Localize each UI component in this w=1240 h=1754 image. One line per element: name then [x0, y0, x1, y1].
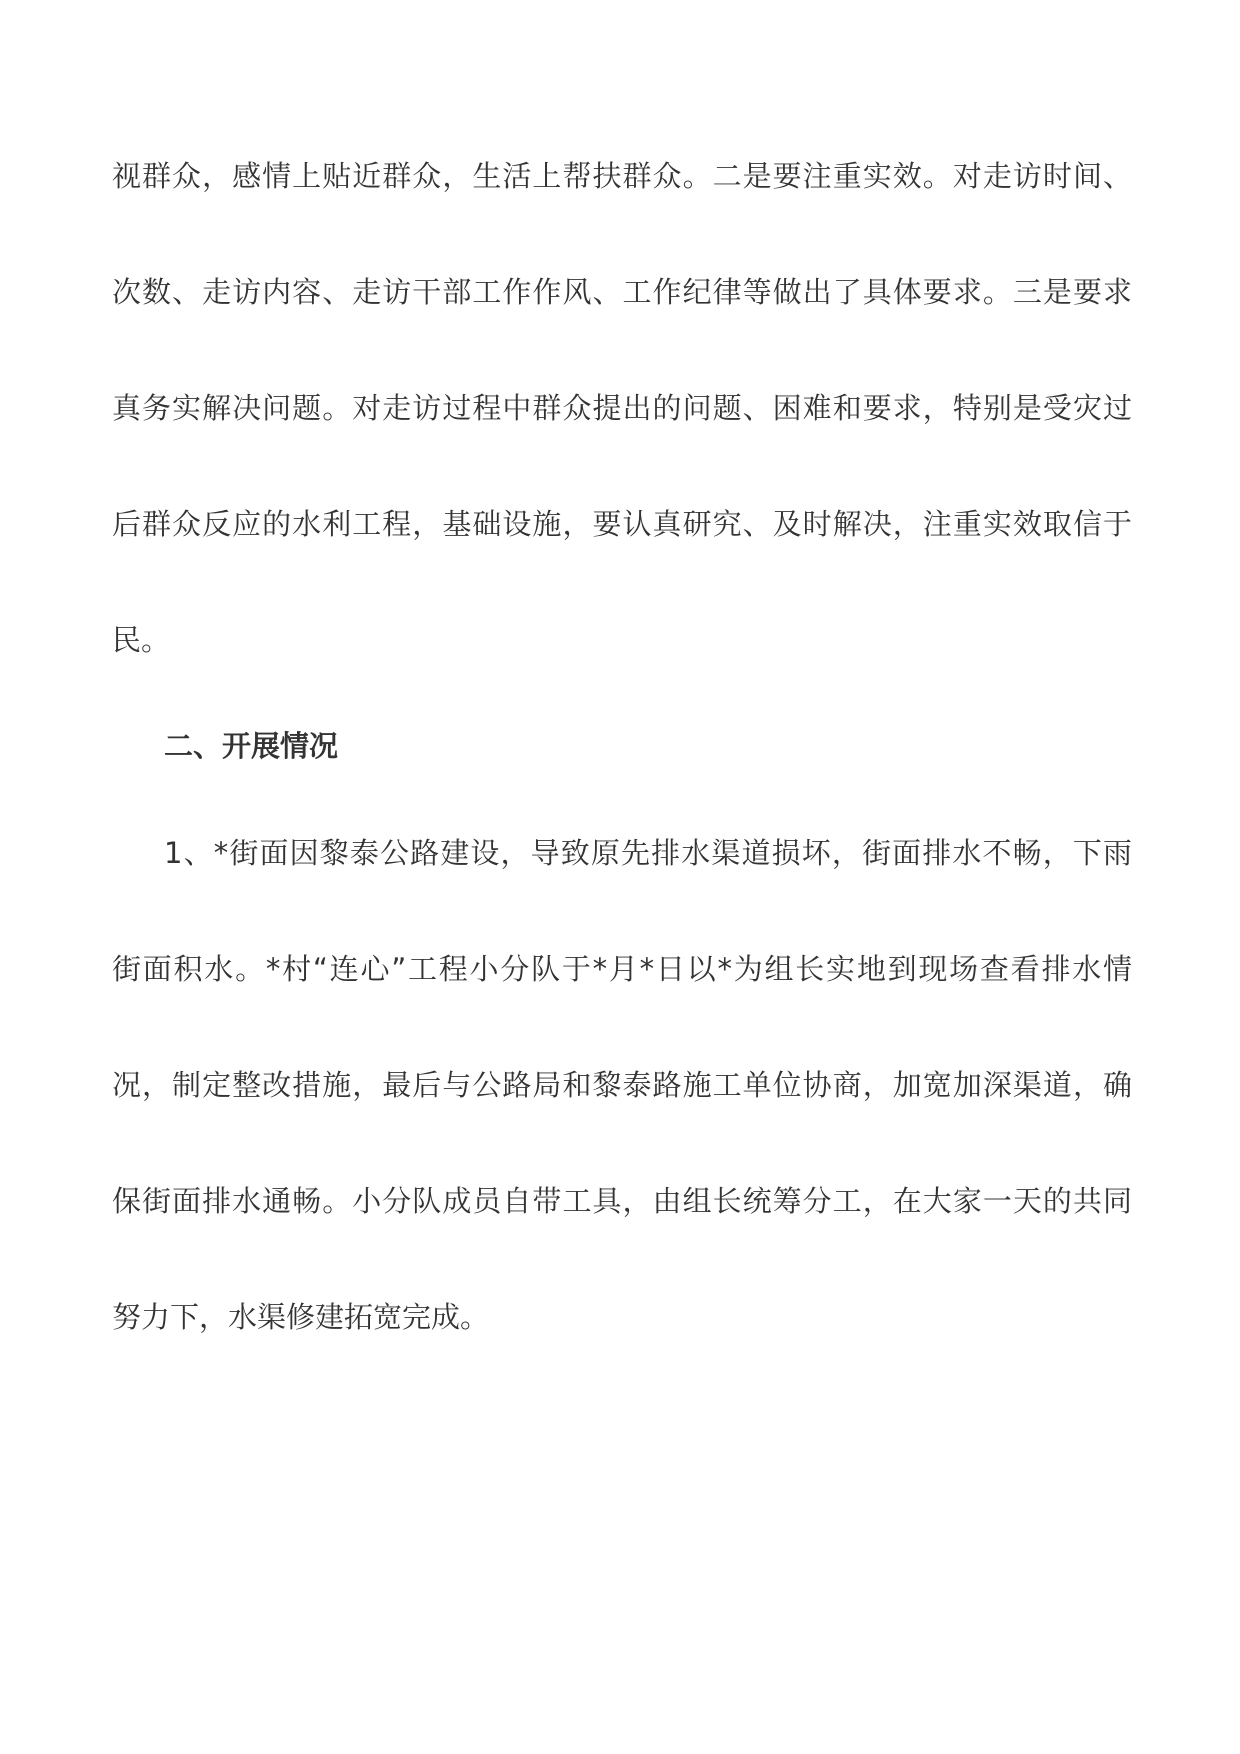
paragraph-2-line-2: 街面积水。*村“连心”工程小分队于*月*日以*为组长实地到现场查看排水情	[112, 952, 1132, 986]
paragraph-1-line-4: 后群众反应的水利工程，基础设施，要认真研究、及时解决，注重实效取信于	[112, 507, 1132, 541]
paragraph-1-line-1: 视群众，感情上贴近群众，生活上帮扶群众。二是要注重实效。对走访时间、	[112, 159, 1132, 193]
paragraph-2-line-4: 保街面排水通畅。小分队成员自带工具，由组长统筹分工，在大家一天的共同	[112, 1184, 1132, 1218]
paragraph-1-line-2: 次数、走访内容、走访干部工作作风、工作纪律等做出了具体要求。三是要求	[112, 275, 1132, 309]
paragraph-2-line-3: 况，制定整改措施，最后与公路局和黎泰路施工单位协商，加宽加深渠道，确	[112, 1068, 1132, 1102]
paragraph-2-line-1: 1、*街面因黎泰公路建设，导致原先排水渠道损坏，街面排水不畅，下雨	[164, 836, 1132, 870]
paragraph-1-line-5: 民。	[112, 623, 171, 657]
section-heading: 二、开展情况	[164, 729, 339, 763]
paragraph-2-line-5: 努力下，水渠修建拓宽完成。	[112, 1300, 490, 1334]
paragraph-1-line-3: 真务实解决问题。对走访过程中群众提出的问题、困难和要求，特别是受灾过	[112, 391, 1132, 425]
